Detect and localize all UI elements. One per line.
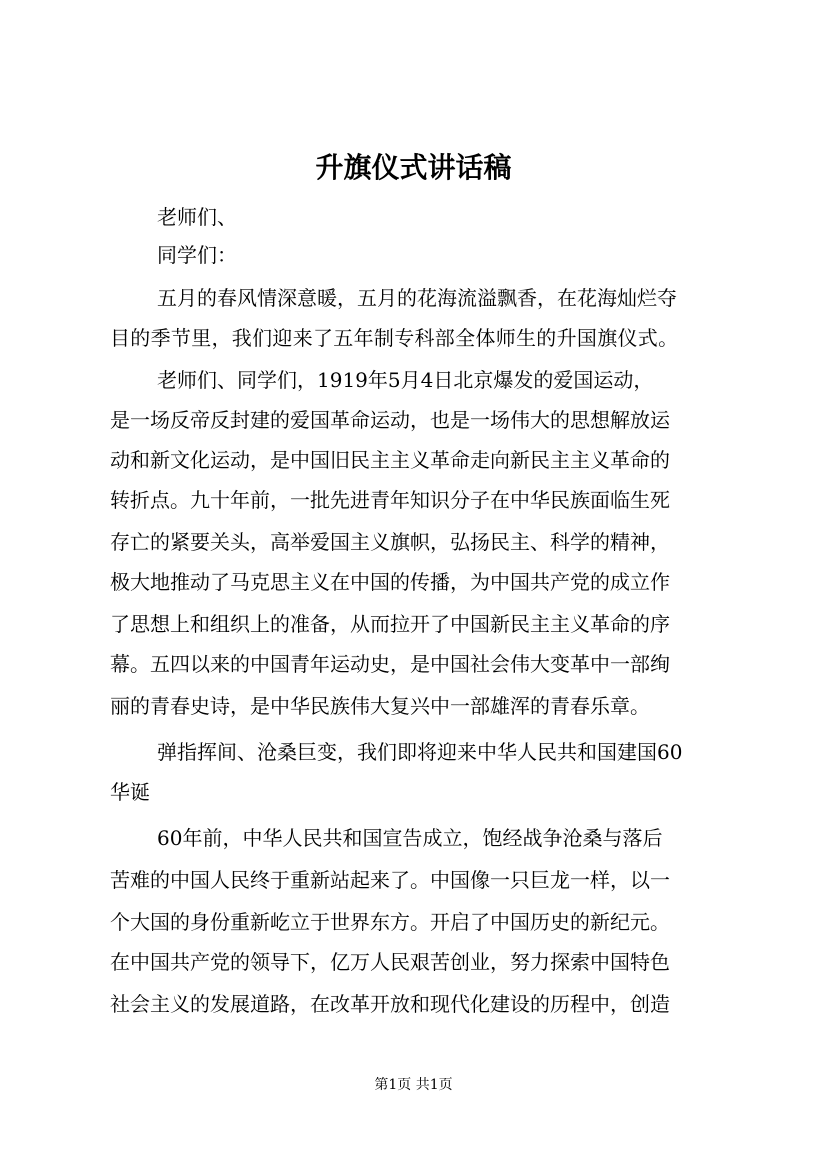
body-line: 转折点。九十年前，一批先进青年知识分子在中华民族面临生死 xyxy=(110,488,670,512)
body-line: 弹指挥间、沧桑巨变，我们即将迎来中华人民共和国建国60 xyxy=(157,740,683,764)
body-line: 苦难的中国人民终于重新站起来了。中国像一只巨龙一样，以一 xyxy=(110,868,670,892)
body-line: 华诞 xyxy=(110,780,150,804)
page-footer xyxy=(0,1075,827,1095)
body-line: 动和新文化运动，是中国旧民主主义革命走向新民主主义革命的 xyxy=(110,448,670,472)
body-line: 目的季节里，我们迎来了五年制专科部全体师生的升国旗仪式。 xyxy=(110,326,679,350)
body-line: 是一场反帝反封建的爱国革命运动，也是一场伟大的思想解放运 xyxy=(110,408,670,432)
body-line: 了思想上和组织上的准备，从而拉开了中国新民主主义革命的序 xyxy=(110,612,670,636)
body-line: 存亡的紧要关头，高举爱国主义旗帜，弘扬民主、科学的精神， xyxy=(110,530,670,554)
body-line: 幕。五四以来的中国青年运动史，是中国社会伟大变革中一部绚 xyxy=(110,652,670,676)
body-line: 五月的春风情深意暖，五月的花海流溢飘香，在花海灿烂夺 xyxy=(157,286,677,310)
body-line: 60年前，中华人民共和国宣告成立，饱经战争沧桑与落后 xyxy=(157,826,663,850)
salutation-students: 同学们： xyxy=(157,243,237,267)
body-line: 社会主义的发展道路，在改革开放和现代化建设的历程中，创造 xyxy=(110,992,670,1016)
document-title: 升旗仪式讲话稿 xyxy=(315,151,512,184)
body-line: 个大国的身份重新屹立于世界东方。开启了中国历史的新纪元。 xyxy=(110,910,670,934)
salutation-teachers: 老师们、 xyxy=(157,205,237,229)
body-line: 老师们、同学们，1919年5月4日北京爆发的爱国运动， xyxy=(157,368,654,392)
body-line: 极大地推动了马克思主义在中国的传播，为中国共产党的成立作 xyxy=(110,570,670,594)
body-line: 在中国共产党的领导下，亿万人民艰苦创业，努力探索中国特色 xyxy=(110,950,670,974)
body-line: 丽的青春史诗，是中华民族伟大复兴中一部雄浑的青春乐章。 xyxy=(110,694,650,718)
page-number-label: 第1页 共1页 xyxy=(374,1077,453,1093)
